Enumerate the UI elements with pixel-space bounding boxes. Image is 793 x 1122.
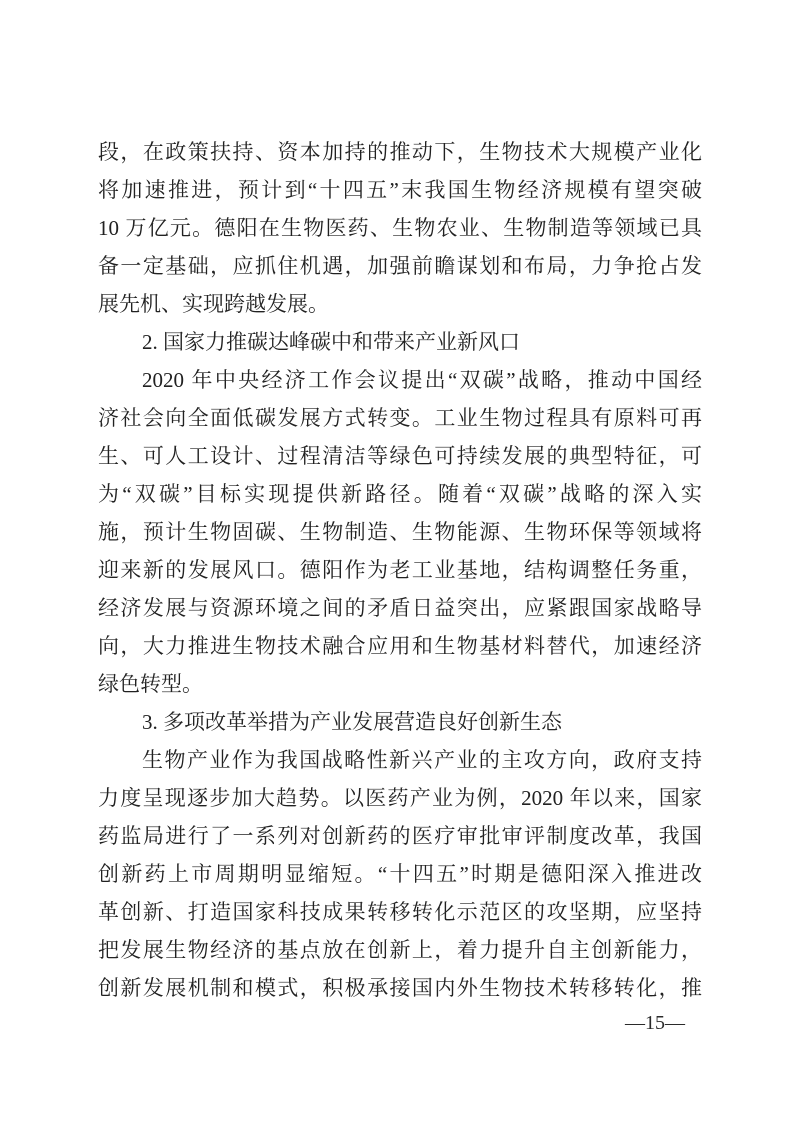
text-line: 创新发展机制和模式，积极承接国内外生物技术转移转化，推 [98, 976, 702, 1000]
page-number: —15— [625, 1012, 685, 1034]
text-line: 经济发展与资源环境之间的矛盾日益突出，应紧跟国家战略导 [98, 596, 702, 620]
section-heading: 3. 多项改革举措为产业发展营造良好创新生态 [142, 710, 562, 734]
text-line: 革创新、打造国家科技成果转移转化示范区的攻坚期，应坚持 [98, 900, 702, 924]
text-line: 段，在政策扶持、资本加持的推动下，生物技术大规模产业化 [98, 140, 702, 164]
text-line: 2020 年中央经济工作会议提出“双碳”战略，推动中国经 [142, 368, 702, 392]
text-line: 展先机、实现跨越发展。 [98, 292, 329, 316]
text-line: 力度呈现逐步加大趋势。以医药产业为例，2020 年以来，国家 [98, 786, 702, 810]
text-line: 生物产业作为我国战略性新兴产业的主攻方向，政府支持 [142, 748, 702, 772]
text-line: 向，大力推进生物技术融合应用和生物基材料替代，加速经济 [98, 634, 702, 658]
text-line: 备一定基础，应抓住机遇，加强前瞻谋划和布局，力争抢占发 [98, 254, 702, 278]
document-body [98, 133, 702, 1007]
text-line: 生、可人工设计、过程清洁等绿色可持续发展的典型特征，可 [98, 444, 702, 468]
text-line: 药监局进行了一系列对创新药的医疗审批审评制度改革，我国 [98, 824, 702, 848]
text-line: 迎来新的发展风口。德阳作为老工业基地，结构调整任务重， [98, 558, 702, 582]
text-line: 创新药上市周期明显缩短。“十四五”时期是德阳深入推进改 [98, 862, 702, 886]
text-line: 把发展生物经济的基点放在创新上，着力提升自主创新能力， [98, 938, 702, 962]
text-line: 济社会向全面低碳发展方式转变。工业生物过程具有原料可再 [98, 406, 702, 430]
text-line: 10 万亿元。德阳在生物医药、生物农业、生物制造等领域已具 [98, 216, 702, 240]
text-line: 施，预计生物固碳、生物制造、生物能源、生物环保等领域将 [98, 520, 702, 544]
section-heading: 2. 国家力推碳达峰碳中和带来产业新风口 [142, 330, 520, 354]
text-line: 绿色转型。 [98, 672, 203, 696]
text-line: 将加速推进，预计到“十四五”末我国生物经济规模有望突破 [98, 178, 702, 202]
text-line: 为“双碳”目标实现提供新路径。随着“双碳”战略的深入实 [98, 482, 702, 506]
